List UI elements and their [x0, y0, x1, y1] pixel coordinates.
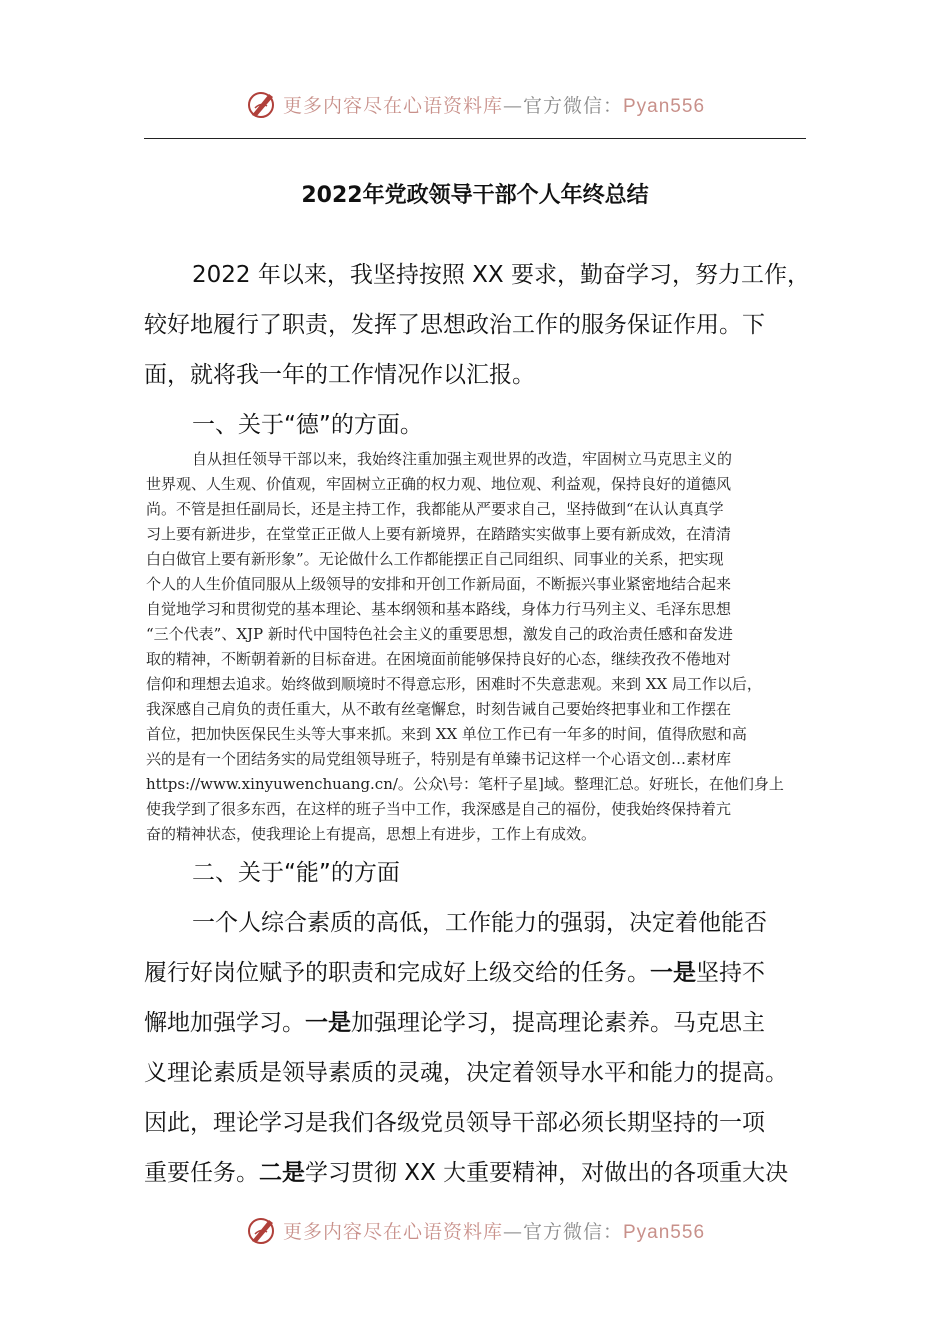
section1-line: 习上要有新进步，在堂堂正正做人上要有新境界，在踏踏实实做事上要有新成效，在清清: [146, 525, 732, 543]
intro-line-3: 面，就将我一年的工作情况作以汇报。: [144, 362, 535, 388]
watermark-wechat-id: Pyan556: [623, 1221, 706, 1243]
watermark-brand: 更多内容尽在心语资料库: [282, 1220, 503, 1243]
section1-line: 自从担任领导干部以来，我始终注重加强主观世界的改造，牢固树立马克思主义的: [192, 450, 733, 468]
footer-watermark: [0, 1212, 950, 1248]
section1-line: 世界观、人生观、价值观，牢固树立正确的权力观、地位观、利益观，保持良好的道德风: [146, 475, 732, 493]
pen-logo-icon: [245, 1214, 277, 1246]
section1-line: 个人的人生价值同服从上级领导的安排和开创工作新局面，不断振兴事业紧密地结合起来: [146, 575, 732, 593]
bold-marker: 一是: [650, 960, 696, 986]
section2-line: [144, 1154, 824, 1187]
intro-line-1: 2022 年以来，我坚持按照 XX 要求，勤奋学习，努力工作，: [192, 262, 810, 288]
heading-de: 一、关于“德”的方面。: [192, 412, 423, 438]
watermark-separator: —: [502, 1220, 523, 1243]
bold-marker: 一是: [305, 1010, 351, 1036]
text-run: 加强理论学习，提高理论素养。马克思主: [351, 1010, 765, 1036]
section1-line: “三个代表”、XJP 新时代中国特色社会主义的重要思想，激发自己的政治责任感和奋发进: [146, 625, 733, 643]
pen-logo-icon: [245, 88, 277, 120]
text-run: 懈地加强学习。: [144, 1010, 305, 1036]
watermark-text: [283, 91, 705, 118]
intro-line-2: 较好地履行了职责，发挥了思想政治工作的服务保证作用。下: [144, 312, 765, 338]
heading-neng: 二、关于“能”的方面: [192, 860, 400, 886]
section2-line: 因此，理论学习是我们各级党员领导干部必须长期坚持的一项: [144, 1110, 765, 1136]
text-run: 学习贯彻 XX 大重要精神，对做出的各项重大决: [305, 1160, 789, 1186]
header-divider: [144, 138, 806, 139]
section2-line: [144, 954, 824, 987]
section1-line: 信仰和理想去追求。始终做到顺境时不得意忘形，困难时不失意悲观。来到 XX 局工作以后，: [146, 675, 762, 693]
section2-line: 一个人综合素质的高低，工作能力的强弱，决定着他能否: [192, 910, 767, 936]
watermark-wechat-label: 官方微信：: [522, 1220, 623, 1243]
section2-line: [144, 1004, 824, 1037]
section1-line: 取的精神，不断朝着新的目标奋进。在困境面前能够保持良好的心态，继续孜孜不倦地对: [146, 650, 732, 668]
section1-line: 兴的是有一个团结务实的局党组领导班子，特别是有单臻书记这样一个心语文创…素材库: [146, 750, 732, 768]
header-watermark: [0, 86, 950, 122]
section2-line: 义理论素质是领导素质的灵魂，决定着领导水平和能力的提高。: [144, 1060, 788, 1086]
watermark-brand: 更多内容尽在心语资料库: [282, 94, 503, 117]
section1-line: 白白做官上要有新形象”。无论做什么工作都能摆正自己同组织、同事业的关系，把实现: [146, 550, 724, 568]
section1-line: 自觉地学习和贯彻党的基本理论、基本纲领和基本路线，身体力行马列主义、毛泽东思想: [146, 600, 732, 618]
watermark-wechat-id: Pyan556: [623, 95, 706, 117]
text-run: 坚持不: [696, 960, 765, 986]
text-run: 重要任务。: [144, 1160, 259, 1186]
text-run: 履行好岗位赋予的职责和完成好上级交给的任务。: [144, 960, 650, 986]
watermark-text: [283, 1217, 705, 1244]
section1-line: 使我学到了很多东西，在这样的班子当中工作，我深感是自己的福份，使我始终保持着亢: [146, 800, 732, 818]
section1-line: https://www.xinyuwenchuang.cn/。公众\号：笔杆子星]域。整理汇总。好班长，在他们身上: [146, 775, 784, 793]
section1-line: 尚。不管是担任副局长，还是主持工作，我都能从严要求自己，坚持做到“在认认真真学: [146, 500, 724, 518]
section1-line: 我深感自己肩负的责任重大，从不敢有丝毫懈怠，时刻告诫自己要始终把事业和工作摆在: [146, 700, 732, 718]
bold-marker: 二是: [259, 1160, 305, 1186]
section1-line: 首位，把加快医保民生头等大事来抓。来到 XX 单位工作已有一年多的时间，值得欣慰和高: [146, 725, 747, 743]
watermark-wechat-label: 官方微信：: [522, 94, 623, 117]
document-title: 2022年党政领导干部个人年终总结: [301, 183, 649, 208]
watermark-separator: —: [502, 94, 523, 117]
section1-line: 奋的精神状态，使我理论上有提高，思想上有进步，工作上有成效。: [146, 825, 597, 843]
